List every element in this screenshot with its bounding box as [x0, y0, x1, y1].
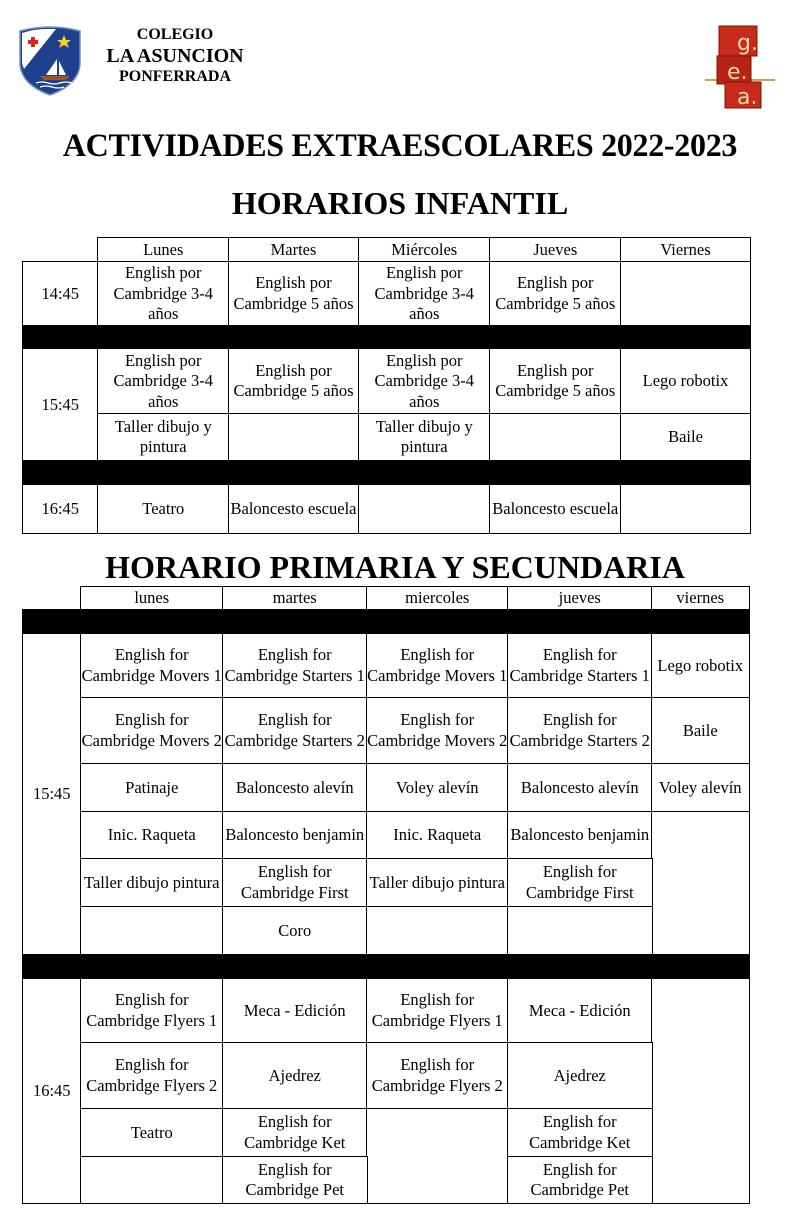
infantil-title: HORARIOS INFANTIL	[231, 185, 569, 221]
infantil-activity-cell: English por Cambridge 5 años	[228, 348, 360, 415]
primaria-activity-cell: Teatro	[80, 1108, 224, 1158]
primaria-activity-cell: English for Cambridge Movers 2	[366, 697, 509, 765]
school-name-line1: COLEGIO	[136, 26, 214, 43]
infantil-activity-cell: Taller dibujo y pintura	[97, 413, 230, 462]
primaria-activity-cell: English for Cambridge Ket	[222, 1108, 368, 1158]
primaria-activity-cell: English for Cambridge Movers 1	[80, 633, 224, 699]
infantil-activity-cell: English por Cambridge 3-4 años	[97, 348, 230, 415]
primaria-day-header: viernes	[651, 586, 750, 611]
primaria-activity-cell: English for Cambridge Flyers 1	[80, 978, 224, 1044]
primaria-activity-cell: English for Cambridge First	[507, 858, 653, 908]
infantil-time-cell: 16:45	[22, 484, 99, 534]
primaria-activity-cell: Baloncesto benjamin	[507, 811, 653, 860]
primaria-activity-cell: Baloncesto benjamin	[222, 811, 368, 860]
primaria-day-header: jueves	[507, 586, 653, 611]
gea-letter-e: e.	[727, 60, 748, 85]
infantil-day-header: Miércoles	[358, 237, 491, 263]
primaria-time-cell: 15:45	[22, 633, 82, 956]
page-title: ACTIVIDADES EXTRAESCOLARES 2022-2023	[62, 128, 738, 164]
primaria-activity-cell	[80, 906, 224, 956]
infantil-activity-cell: English por Cambridge 3-4 años	[97, 261, 230, 327]
primaria-activity-cell: Baloncesto alevín	[507, 763, 653, 813]
infantil-time-cell: 14:45	[22, 261, 99, 327]
primaria-activity-cell: English for Cambridge Movers 1	[366, 633, 509, 699]
primaria-activity-cell: Inic. Raqueta	[366, 811, 509, 860]
infantil-activity-cell	[489, 413, 622, 462]
infantil-day-header: Viernes	[620, 237, 751, 263]
primaria-activity-cell: Voley alevín	[651, 763, 750, 813]
primaria-activity-cell: Ajedrez	[222, 1042, 368, 1110]
primaria-separator-bar	[22, 954, 750, 978]
infantil-time-cell: 15:45	[22, 348, 99, 462]
primaria-activity-cell: English for Cambridge Starters 2	[507, 697, 653, 765]
primaria-activity-cell: English for Cambridge Pet	[507, 1156, 653, 1204]
primaria-day-header: martes	[222, 586, 368, 611]
infantil-day-header: Martes	[228, 237, 360, 263]
infantil-activity-cell: Baloncesto escuela	[489, 484, 622, 534]
primaria-activity-cell: Inic. Raqueta	[80, 811, 224, 860]
primaria-activity-cell: Meca - Edición	[507, 978, 653, 1044]
primaria-activity-cell: English for Cambridge Pet	[222, 1156, 368, 1204]
infantil-activity-cell: English por Cambridge 5 años	[228, 261, 360, 327]
primaria-activity-cell: English for Cambridge Movers 2	[80, 697, 224, 765]
infantil-separator-bar	[22, 325, 751, 348]
infantil-activity-cell: Lego robotix	[620, 348, 751, 415]
primaria-time-cell: 16:45	[22, 978, 82, 1204]
gea-logo	[705, 18, 775, 110]
primaria-activity-cell: English for Cambridge Ket	[507, 1108, 653, 1158]
primaria-activity-cell: Coro	[222, 906, 368, 956]
infantil-activity-cell: Teatro	[97, 484, 230, 534]
gea-letter-g: g.	[737, 31, 758, 56]
primaria-activity-cell: English for Cambridge Starters 1	[222, 633, 368, 699]
primaria-activity-cell: Baloncesto alevín	[222, 763, 368, 813]
primaria-activity-cell: English for Cambridge Flyers 1	[366, 978, 509, 1044]
primaria-activity-cell: English for Cambridge First	[222, 858, 368, 908]
infantil-day-header: Jueves	[489, 237, 622, 263]
infantil-activity-cell: Taller dibujo y pintura	[358, 413, 491, 462]
school-name	[100, 27, 250, 85]
primaria-separator-bar	[22, 609, 750, 633]
primaria-title: HORARIO PRIMARIA Y SECUNDARIA	[105, 549, 685, 585]
primaria-activity-cell	[80, 1156, 224, 1204]
infantil-activity-cell: Baile	[620, 413, 751, 462]
primaria-day-header: lunes	[80, 586, 224, 611]
primaria-activity-cell: English for Cambridge Flyers 2	[366, 1042, 509, 1110]
infantil-activity-cell: English por Cambridge 3-4 años	[358, 261, 491, 327]
infantil-activity-cell: English por Cambridge 3-4 años	[358, 348, 491, 415]
school-crest-logo	[16, 25, 84, 97]
primaria-empty-merged-cell	[366, 1108, 509, 1204]
primaria-empty-merged-cell	[651, 978, 750, 1204]
primaria-activity-cell: Meca - Edición	[222, 978, 368, 1044]
infantil-activity-cell	[620, 261, 751, 327]
infantil-activity-cell: English por Cambridge 5 años	[489, 261, 622, 327]
infantil-activity-cell	[620, 484, 751, 534]
primaria-activity-cell: Lego robotix	[651, 633, 750, 699]
primaria-activity-cell: Taller dibujo pintura	[366, 858, 509, 908]
school-name-line2: LA ASUNCION	[106, 45, 244, 67]
school-name-line3: PONFERRADA	[119, 68, 231, 85]
primaria-activity-cell: Voley alevín	[366, 763, 509, 813]
primaria-activity-cell: English for Cambridge Starters 2	[222, 697, 368, 765]
primaria-activity-cell: English for Cambridge Flyers 2	[80, 1042, 224, 1110]
infantil-day-header: Lunes	[97, 237, 230, 263]
primaria-activity-cell	[366, 906, 509, 956]
infantil-activity-cell	[228, 413, 360, 462]
primaria-activity-cell	[507, 906, 653, 956]
infantil-activity-cell	[358, 484, 491, 534]
infantil-activity-cell: English por Cambridge 5 años	[489, 348, 622, 415]
primaria-activity-cell: Taller dibujo pintura	[80, 858, 224, 908]
infantil-separator-bar	[22, 460, 751, 484]
primaria-day-header: miercoles	[366, 586, 509, 611]
primaria-activity-cell: Baile	[651, 697, 750, 765]
primaria-activity-cell: English for Cambridge Starters 1	[507, 633, 653, 699]
infantil-activity-cell: Baloncesto escuela	[228, 484, 360, 534]
primaria-empty-merged-cell	[651, 811, 750, 956]
primaria-activity-cell: Patinaje	[80, 763, 224, 813]
gea-letter-a: a.	[737, 85, 758, 110]
primaria-activity-cell: Ajedrez	[507, 1042, 653, 1110]
